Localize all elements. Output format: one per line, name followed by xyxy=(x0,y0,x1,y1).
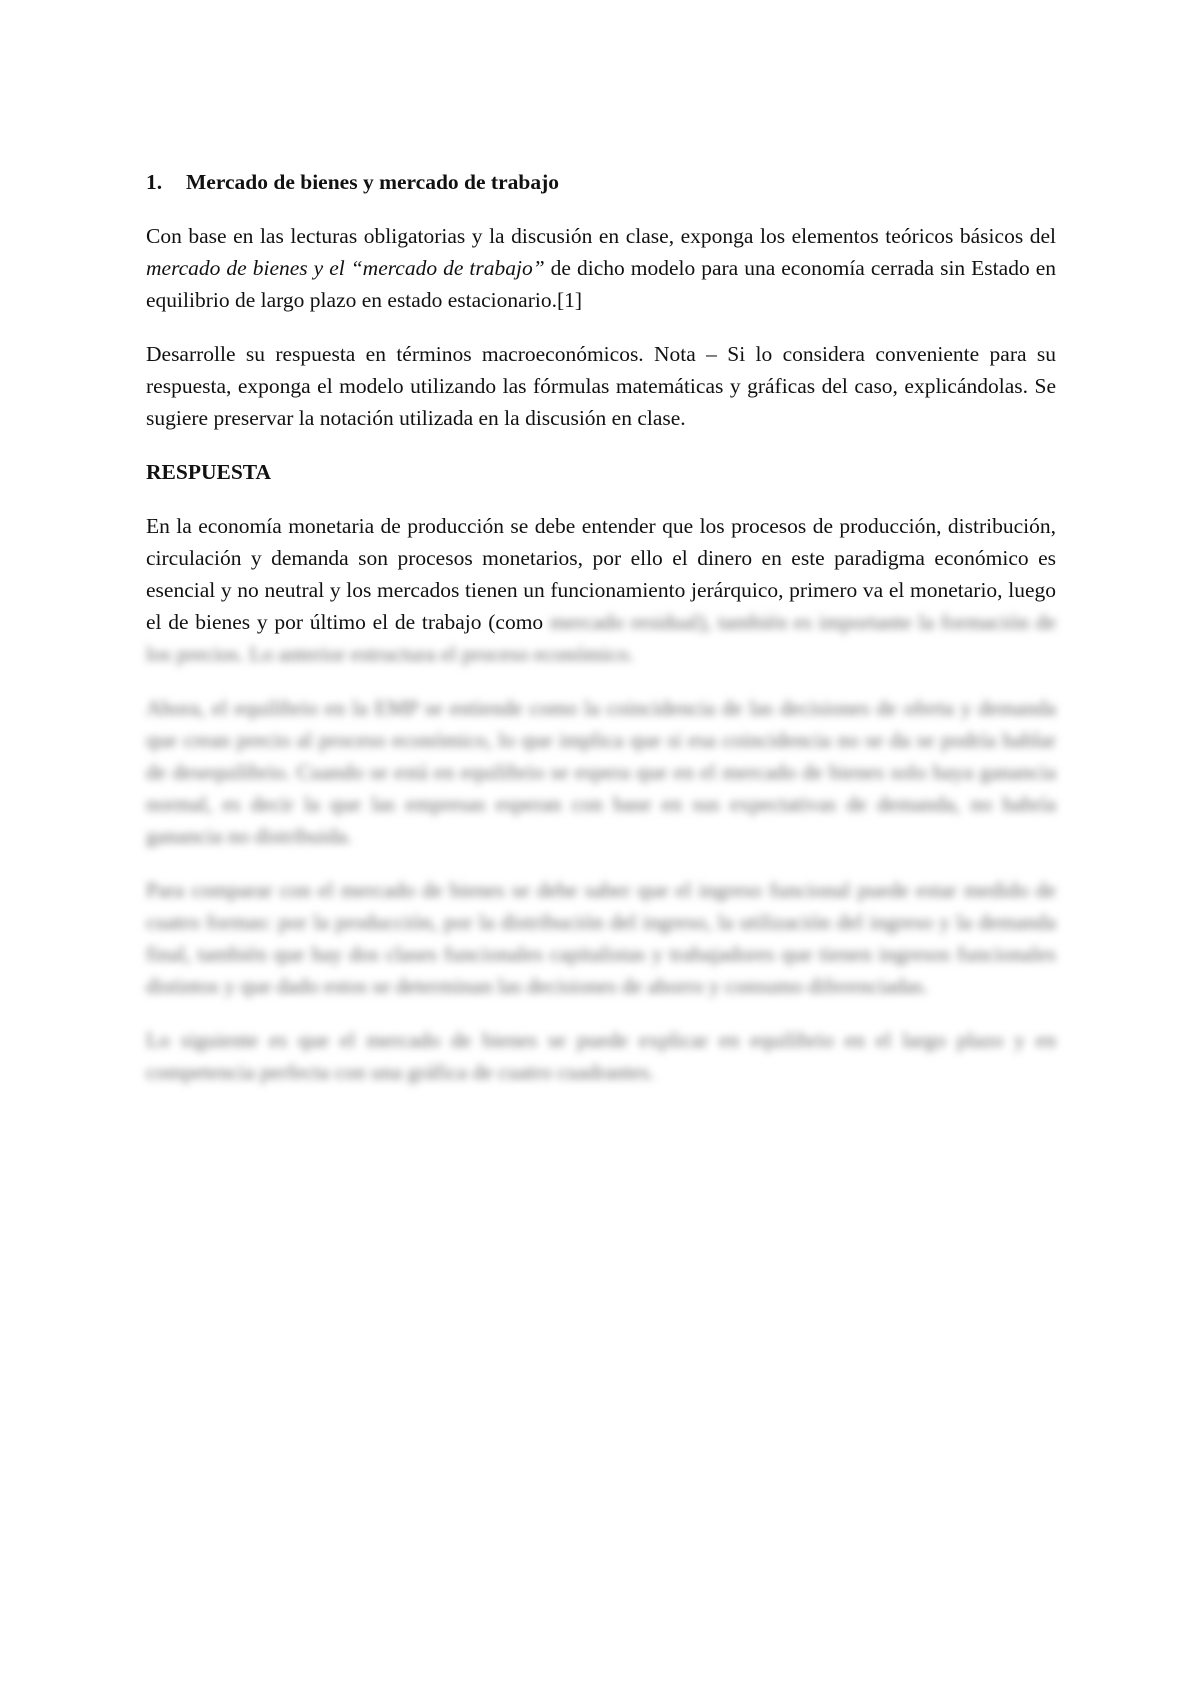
answer-label: RESPUESTA xyxy=(146,460,272,484)
document-body xyxy=(146,166,1056,1110)
question-paragraph-1 xyxy=(146,220,1056,316)
question-paragraph-2: Desarrolle su respuesta en términos macroeconómicos. Nota – Si lo considera conveniente para su respuesta, exponga el modelo utilizando las fórmulas matemáticas y gráficas del caso, explicándolas. Se sugiere preservar la notación utilizada en la discusión en clase. xyxy=(146,342,1056,430)
answer-paragraph-4: Lo siguiente es que el mercado de bienes se puede explicar en equilibrio en el largo plazo y en competencia perfecta con una gráfica de cuatro cuadrantes. xyxy=(146,1028,1056,1084)
question-p1-text-end: de dicho modelo para una economía cerrada sin Estado en equilibrio de largo plazo en estado estacionario.[1] xyxy=(146,256,1056,312)
section-number: 1. xyxy=(146,170,163,194)
answer-p1-visible: En la economía monetaria de producción se debe entender que los procesos de producción, distribución, circulación y demanda son procesos monetarios, por ello el dinero en este paradigma económico es esencial y no neutral y los mercados tienen un funcionamiento jerárquico, primero va el monetario, luego el de bienes y por último el de trabajo (como xyxy=(146,514,1056,634)
section-heading xyxy=(146,166,1056,198)
answer-p1-blurred: mercado residual), también es importante la formación de los precios. Lo anterior estructura el proceso económico. xyxy=(146,610,1057,666)
answer-paragraph-1 xyxy=(146,510,1056,670)
question-p1-italic: mercado de bienes y el “mercado de trabajo” xyxy=(146,256,545,280)
section-title: Mercado de bienes y mercado de trabajo xyxy=(186,170,560,194)
answer-paragraph-3: Para comparar con el mercado de bienes se debe saber que el ingreso funcional puede estar medido de cuatro formas: por la producción, por la distribución del ingreso, la utilización del ingreso y la demanda final, también que hay dos clases funcionales capitalistas y trabajadores que tienen ingresos funcionales distintos y que dado estos se determinan las decisiones de ahorro y consumo diferenciadas. xyxy=(146,878,1056,998)
question-p1-text-start: Con base en las lecturas obligatorias y la discusión en clase, exponga los elementos teóricos básicos del xyxy=(146,224,1056,248)
answer-paragraph-2: Ahora, el equilibrio en la EMP se entiende como la coincidencia de las decisiones de oferta y demanda que crean precio al proceso económico, lo que implica que si esa coincidencia no se da se podría hablar de desequilibrio. Cuando se está en equilibrio se espera que en el mercado de bienes solo haya ganancia normal, es decir la que las empresas esperan con base en sus expectativas de demanda, no habría ganancia no distribuida. xyxy=(146,696,1056,848)
